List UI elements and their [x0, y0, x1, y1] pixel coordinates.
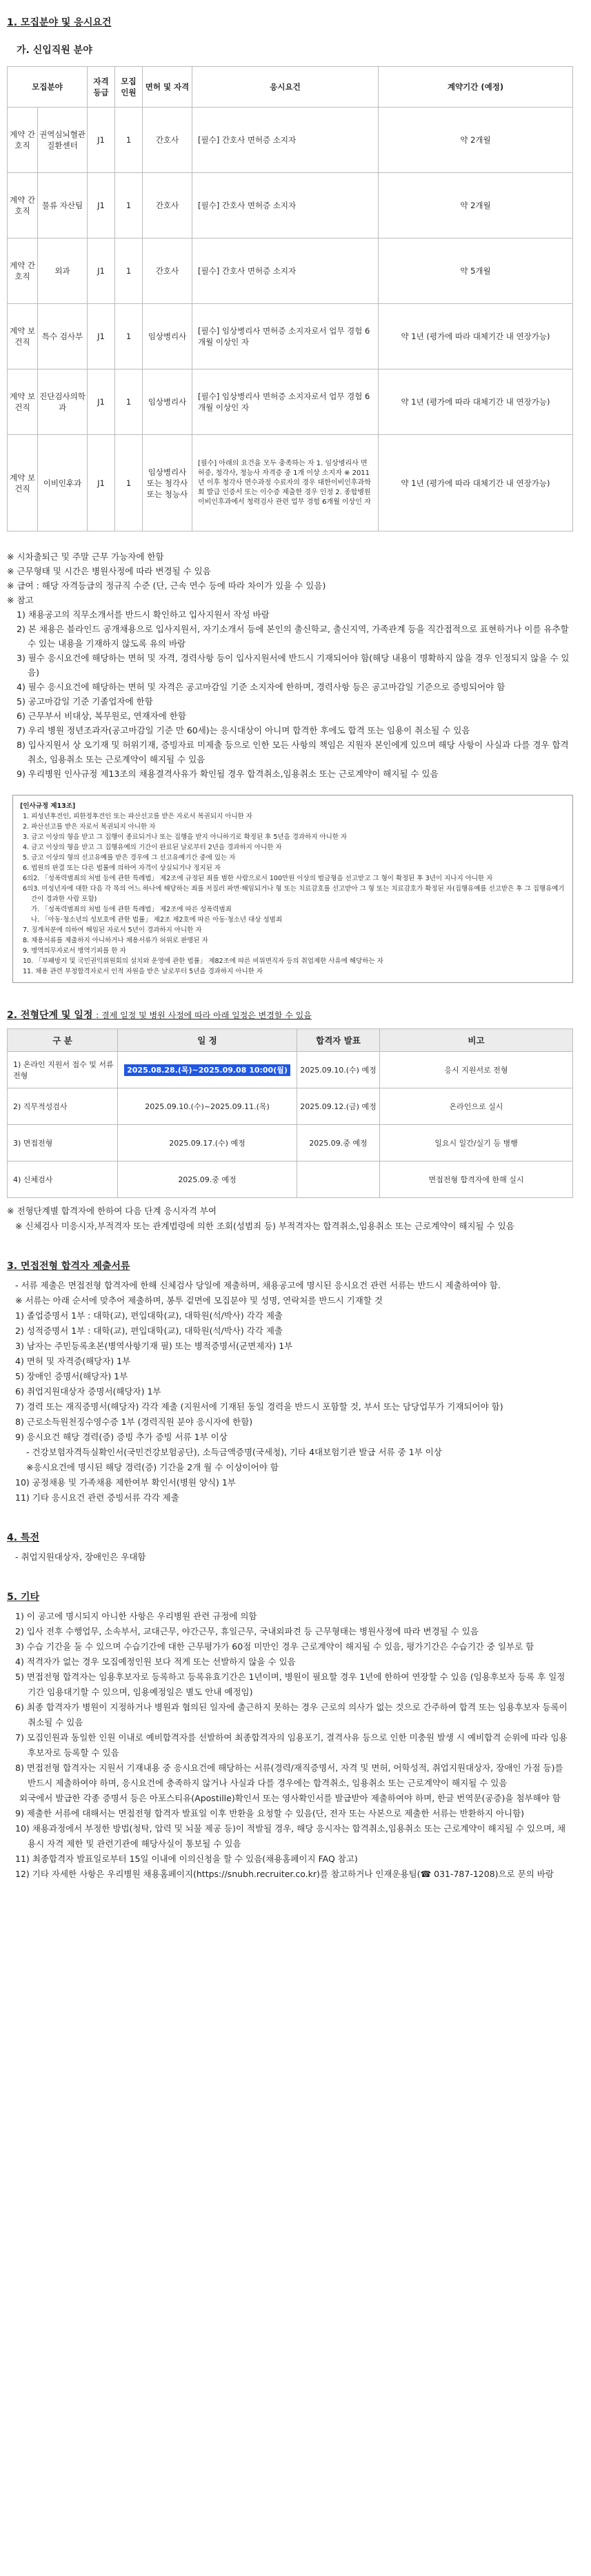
- table-row: [8, 369, 573, 435]
- sched-date-highlight: 2025.08.28.(목)~2025.09.08 10:00(월): [124, 1064, 290, 1076]
- sched-step: 3) 면접전형: [8, 1125, 118, 1162]
- row-requirement: [필수] 간호사 면허증 소지자: [192, 239, 379, 304]
- sched-announce: 2025.09.12.(금) 예정: [297, 1088, 380, 1125]
- row-grade: J1: [88, 108, 115, 173]
- schedule-header: [8, 1029, 573, 1052]
- section3-title: 3. 면접전형 합격자 제출서류: [7, 1261, 130, 1272]
- row-count: 1: [115, 369, 143, 435]
- note-line: ※ 시차출퇴근 및 주말 근무 가능자에 한함: [7, 551, 164, 562]
- sched-header-note: 비고: [380, 1029, 573, 1052]
- row-license: 간호사: [143, 173, 192, 239]
- row-license: 간호사: [143, 239, 192, 304]
- row-type: 계약 보건직: [8, 304, 38, 369]
- list-item: - 건강보험자격득실확인서(국민건강보험공단), 소득금액증명(국세청), 기타 4대보험기관 발급 서류 중 1부 이상: [26, 1447, 442, 1457]
- section2-notes: [7, 1204, 573, 1234]
- section2-title-suffix: : 결제 일정 및 병원 사정에 따라 아래 일정은 변경할 수 있음: [96, 1011, 312, 1020]
- row-period: 약 2개월: [379, 108, 573, 173]
- row-dept: 권역심뇌혈관 질환센터: [38, 108, 88, 173]
- row-license: 임상병리사: [143, 369, 192, 435]
- note-line: 3) 필수 응시요건에 해당하는 면허 및 자격, 경력사항 등이 입사지원서에 반드시 기재되어야 함(해당 내용이 명확하지 않을 경우 인정되지 않을 수 있음): [17, 653, 570, 678]
- row-grade: J1: [88, 239, 115, 304]
- sched-announce: 2025.09.중 예정: [297, 1125, 380, 1162]
- header-field: 모집분야: [8, 67, 88, 108]
- list-item: 7) 모집인원과 동일한 인원 이내로 예비합격자를 선발하여 최종합격자의 임용포기, 결격사유 등으로 인한 미충원 발생 시 예비합격 순위에 따라 임용후보자로 등록할 수 있음: [15, 1732, 568, 1758]
- row-dept: 진단검사의학과: [38, 369, 88, 435]
- list-item: 외국에서 발급한 각종 증명서 등은 아포스티유(Apostille)확인서 또는 영사확인서를 발급받아 제출하여야 하며, 한글 번역문(공증)을 첨부해야 함: [19, 1793, 561, 1803]
- row-count: 1: [115, 173, 143, 239]
- recruit-table-header: [8, 67, 573, 108]
- note-line: 8) 입사지원서 상 오기재 및 허위기재, 증빙자료 미제출 등으로 인한 모든 사항의 책임은 지원자 본인에게 있으며 해당 사항이 사실과 다를 경우 합격취소, 임용취소 또는 근로계약이 해지될 수 있음: [17, 740, 569, 764]
- row-type: 계약 간호직: [8, 239, 38, 304]
- list-item: 11) 기타 응시요건 관련 증빙서류 각각 제출: [15, 1492, 179, 1503]
- header-requirement: 응시요건: [192, 67, 379, 108]
- row-requirement: [필수] 간호사 면허증 소지자: [192, 108, 379, 173]
- row-requirement: [필수] 아래의 요건을 모두 충족하는 자 1. 임상병리사 면허증, 청각사, 청능사 자격증 중 1개 이상 소지자 ※ 2011년 이후 청각사 면수과정 수료자의 경우 대한이비인후과학회 발급 인증서 또는 이수증 제출한 경우 인정 2. 종합병원 이비인후과에서 청력검사 관련 업무 경험 6개월 이상인 자: [192, 435, 379, 531]
- section3-list: [7, 1278, 573, 1505]
- note-line: 9) 우리병원 인사규정 제13조의 채용결격사유가 확인될 경우 합격취소,임용취소 또는 근로계약이 해지될 수 있음: [17, 769, 439, 779]
- list-item: 3) 남자는 주민등록초본(병역사항기재 필) 또는 병적증명서(군면제자) 1부: [15, 1341, 293, 1351]
- sched-step: 1) 온라인 지원서 접수 및 서류전형: [8, 1052, 118, 1088]
- row-grade: J1: [88, 369, 115, 435]
- list-item: 11) 최종합격자 발표일로부터 15일 이내에 이의신청을 할 수 있음(채용홈페이지 FAQ 참고): [15, 1854, 358, 1864]
- sched-note: 응시 지원서로 전형: [380, 1052, 573, 1088]
- section4-list: [7, 1550, 573, 1565]
- section5-title: 5. 기타: [7, 1592, 39, 1603]
- row-count: 1: [115, 108, 143, 173]
- list-item: 2) 성적증명서 1부 : 대학(교), 편입대학(교), 대학원(석/박사) 각각 제출: [15, 1326, 283, 1336]
- row-grade: J1: [88, 173, 115, 239]
- list-item: 8) 근로소득원천징수영수증 1부 (경력직원 분야 응시자에 한함): [15, 1417, 253, 1427]
- list-item: 1) 졸업증명서 1부 : 대학(교), 편입대학(교), 대학원(석/박사) 각각 제출: [15, 1310, 283, 1321]
- header-period: 계약기간 (예정): [379, 67, 573, 108]
- section1-notes: [7, 549, 573, 781]
- box-line: 3. 금고 이상의 형을 받고 그 집행이 종료되거나 또는 집행을 받지 아니하기로 확정된 후 5년을 경과하지 아니한 자: [23, 833, 348, 841]
- list-item: 7) 경력 또는 재직증명서(해당자) 각각 제출 (지원서에 기재된 동일 경력을 반드시 포함할 것, 부서 또는 담당업무가 기재되어야 함): [15, 1401, 503, 1412]
- table-row: [8, 1125, 573, 1162]
- table-row: [8, 1052, 573, 1088]
- sched-header-announce: 합격자 발표: [297, 1029, 380, 1052]
- table-row: [8, 1088, 573, 1125]
- box-line: 9. 병역의무자로서 병역기피를 한 자: [23, 947, 126, 955]
- row-dept: 물류 자산팀: [38, 173, 88, 239]
- section2-title: 2. 전형단계 및 일정: [7, 1010, 93, 1021]
- box-line: 4. 금고 이상의 형을 받고 그 집행유예의 기간이 완료된 날로부터 2년을 경과하지 아니한 자: [23, 844, 282, 851]
- header-grade: 자격 등급: [88, 67, 115, 108]
- row-license: 임상병리사 또는 청각사 또는 청능사: [143, 435, 192, 531]
- table-row: [8, 1162, 573, 1198]
- row-grade: J1: [88, 304, 115, 369]
- section2: [7, 1008, 573, 1234]
- box-line: 6의2. 「성폭력범죄의 처벌 등에 관한 특례법」 제2조에 규정된 죄를 범한 사람으로서 100만원 이상의 벌금형을 선고받고 그 형이 확정된 후 3년이 지나지 아니한 자: [23, 875, 493, 882]
- table-row: [8, 173, 573, 239]
- personnel-regulation-box: [12, 795, 573, 983]
- box-line: 8. 채용서류를 제출하지 아니하거나 채용서류가 허위로 판명된 자: [23, 937, 208, 944]
- box-line: 나. 「아동·청소년의 성보호에 관한 법률」 제2조 제2호에 따른 아동·청소년 대상 성범죄: [31, 916, 283, 924]
- list-item: 1) 이 공고에 명시되지 아니한 사항은 우리병원 관련 규정에 의함: [15, 1611, 257, 1621]
- note-line: 4) 필수 응시요건에 해당하는 면허 및 자격은 공고마감일 기준 소지자에 한하며, 경력사항 등은 공고마감일 기준으로 증빙되어야 함: [17, 682, 505, 692]
- sched-date: 2025.09.17.(수) 예정: [118, 1125, 297, 1162]
- row-requirement: [필수] 간호사 면허증 소지자: [192, 173, 379, 239]
- box-line: 5. 금고 이상의 형의 선고유예를 받은 경우에 그 선고유예기간 중에 있는 자: [23, 854, 236, 862]
- box-line: 11. 채용 관련 부정합격자로서 인적 자원을 받은 날로부터 5년을 경과하지 아니한 자: [23, 968, 263, 975]
- sched-date-cell: [118, 1052, 297, 1088]
- box-line: 7. 징계처분에 의하여 해임된 자로서 5년이 경과하지 아니한 자: [23, 926, 202, 934]
- row-count: 1: [115, 239, 143, 304]
- box-line: 10. 「부패방지 및 국민권익위원회의 설치와 운영에 관한 법률」 제82조에 따른 비위면직자 등의 취업제한 사유에 해당하는 자: [23, 957, 383, 965]
- box-line: 가. 「성폭력범죄의 처벌 등에 관한 특례법」 제2조에 따른 성폭력범죄: [31, 906, 232, 913]
- box-line: 6. 법원의 판결 또는 다른 법률에 의하여 자격이 상실되거나 정지된 자: [23, 864, 221, 872]
- section3: [7, 1259, 573, 1505]
- row-period: 약 1년 (평가에 따라 대체기간 내 연장가능): [379, 369, 573, 435]
- row-period: 약 1년 (평가에 따라 대체기간 내 연장가능): [379, 304, 573, 369]
- row-count: 1: [115, 304, 143, 369]
- list-item: 5) 면접전형 합격자는 임용후보자로 등록하고 등록유효기간은 1년이며, 병원이 필요할 경우 1년에 한하여 연장할 수 있음 (임용후보자 등록 후 일정기간 임용대기할 수 있으며, 임용예정일은 별도 안내 예정임): [15, 1672, 565, 1697]
- list-item: 6) 최종 합격자가 병원이 지정하거나 병원과 협의된 일자에 출근하지 못하는 경우 근로의 의사가 없는 것으로 간주하여 합격 또는 임용후보자 등록이 취소될 수 있음: [15, 1702, 568, 1727]
- list-item: ※ 서류는 아래 순서에 맞추어 제출하며, 봉투 겉면에 모집분야 및 성명, 연락처를 반드시 기재할 것: [15, 1295, 383, 1306]
- row-type: 계약 보건직: [8, 369, 38, 435]
- list-item: 10) 공정채용 및 가족채용 제한여부 확인서(병원 양식) 1부: [15, 1477, 236, 1488]
- box-title: [인사규정 제13조]: [20, 802, 76, 810]
- section1-title: 1. 모집분야 및 응시요건: [7, 17, 112, 28]
- note-line: 2) 본 채용은 블라인드 공개채용으로 입사지원서, 자기소개서 등에 본인의 출신학교, 출신지역, 가족관계 등을 직간접적으로 표현하거나 이를 유추할 수 있는 내용을 기재하지 않도록 유의 바람: [17, 624, 569, 649]
- section4: [7, 1530, 573, 1565]
- list-item: 9) 응시요건 해당 경력(증) 증빙 추가 증빙 서류 1부 이상: [15, 1432, 228, 1442]
- list-item: 10) 채용과정에서 부정한 방법(청탁, 압력 및 뇌물 제공 등)이 적발될 경우, 해당 응시자는 합격취소,임용취소 또는 근로계약이 해지될 수 있으며, 채용시 자격 제한 및 관련기관에 해당사실이 통보될 수 있음: [15, 1823, 566, 1849]
- table-row: [8, 239, 573, 304]
- note-line: 5) 공고마감일 기준 기졸업자에 한함: [17, 696, 153, 707]
- sched-note: 일요시 일간/실기 등 병행: [380, 1125, 573, 1162]
- list-item: 5) 장애인 증명서(해당자) 1부: [15, 1371, 128, 1381]
- row-period: 약 5개월: [379, 239, 573, 304]
- row-count: 1: [115, 435, 143, 531]
- row-grade: J1: [88, 435, 115, 531]
- sched-announce: 2025.09.10.(수) 예정: [297, 1052, 380, 1088]
- note-line: 7) 우리 병원 정년조과자(공고마감일 기준 만 60세)는 응시대상이 아니며 합격한 후에도 합격 또는 임용이 취소될 수 있음: [17, 725, 470, 736]
- box-line: 6의3. 미성년자에 대한 다음 각 목의 어느 하나에 해당하는 죄를 저질러 파면·해임되거나 형 또는 치료감호를 선고받아 그 형 또는 치료감호가 확정된 자(집행유예를 선고받은 후 그 집행유예기간이 경과한 사람 포함): [23, 885, 565, 903]
- table-row: [8, 435, 573, 531]
- table-row: [8, 304, 573, 369]
- list-item: - 서류 제출은 면접전형 합격자에 한해 신체검사 당일에 제출하며, 채용공고에 명시된 응시요건 관련 서류는 반드시 제출하여야 함.: [15, 1280, 501, 1290]
- list-item: 6) 취업지원대상자 증명서(해당자) 1부: [15, 1386, 161, 1397]
- note-line: 6) 근무부서 비대상, 복무원로, 연재자에 한함: [17, 711, 186, 721]
- list-item: 9) 제출한 서류에 대해서는 면접전형 합격자 발표일 이후 반환을 요청할 수 있음(단, 전자 또는 사본으로 제출한 서류는 반환하지 아니함): [15, 1808, 525, 1818]
- list-item: 8) 면접전형 합격자는 지원서 기재내용 중 응시요건에 해당하는 서류(경력/재직증명서, 자격 및 면허, 어학성적, 취업지원대상자, 장애인 가점 등)를 반드시 제출하여야 하며, 응시요건에 충족하지 않거나 사실과 다를 경우에는 합격취소, 임용취소 또는 근로계약이 해지될 수 있음: [15, 1763, 563, 1788]
- note-line: ※ 신체검사 미응시자,부적격자 또는 관계법령에 의한 조회(성범죄 등) 부적격자는 합격취소,임용취소 또는 근로계약이 해지될 수 있음: [15, 1221, 514, 1231]
- table-row: [8, 108, 573, 173]
- row-license: 임상병리사: [143, 304, 192, 369]
- sched-note: 온라인으로 실시: [380, 1088, 573, 1125]
- list-item: 4) 적격자가 없는 경우 모집예정인원 보다 적게 또는 선발하지 않을 수 있음: [15, 1656, 296, 1667]
- row-type: 계약 간호직: [8, 173, 38, 239]
- row-dept: 특수 검사부: [38, 304, 88, 369]
- sched-announce: [297, 1162, 380, 1198]
- box-line: 1. 피성년후견인, 피한정후견인 또는 파산선고를 받은 자로서 복권되지 아니한 자: [23, 813, 252, 820]
- row-type: 계약 보건직: [8, 435, 38, 531]
- sched-date: 2025.09.중 예정: [118, 1162, 297, 1198]
- section1-subtitle: 가. 신입직원 분야: [17, 45, 92, 56]
- note-line: ※ 참고: [7, 595, 34, 605]
- box-line: 2. 파산선고를 받은 자로서 복권되지 아니한 자: [23, 823, 156, 831]
- sched-step: 4) 신체검사: [8, 1162, 118, 1198]
- row-period: 약 2개월: [379, 173, 573, 239]
- recruit-table: [7, 66, 573, 531]
- row-dept: 이비인후과: [38, 435, 88, 531]
- section2-heading: [7, 1008, 573, 1022]
- row-requirement: [필수] 임상병리사 면허증 소지자로서 업무 경험 6개월 이상인 자: [192, 304, 379, 369]
- row-type: 계약 간호직: [8, 108, 38, 173]
- row-requirement: [필수] 임상병리사 면허증 소지자로서 업무 경험 6개월 이상인 자: [192, 369, 379, 435]
- sched-header-date: 일 정: [118, 1029, 297, 1052]
- sched-header-step: 구 분: [8, 1029, 118, 1052]
- note-line: ※ 전형단계별 합격자에 한하여 다음 단계 응시자격 부여: [7, 1206, 217, 1216]
- section5-list: [7, 1609, 573, 1882]
- list-item: 4) 면허 및 자격증(해당자) 1부: [15, 1356, 131, 1366]
- note-line: ※ 급여 : 해당 자격등급의 정규직 수준 (단, 근속 연수 등에 따라 차이가 있을 수 있음): [7, 580, 326, 591]
- row-dept: 외과: [38, 239, 88, 304]
- list-item: 2) 입사 전후 수행업무, 소속부서, 교대근무, 야간근무, 휴일근무, 국내외파견 등 근무형태는 병원사정에 따라 변경될 수 있음: [15, 1626, 479, 1636]
- section5: [7, 1590, 573, 1882]
- schedule-table: [7, 1028, 573, 1198]
- sched-note: 면접전형 합격자에 한해 실시: [380, 1162, 573, 1198]
- list-item: 3) 수습 기간을 둘 수 있으며 수습기간에 대한 근무평가가 60점 미만인 경우 근로계약이 해지될 수 있음, 평가기간은 수습기간 중 일부로 함: [15, 1641, 534, 1652]
- list-item: - 취업지원대상자, 장애인은 우대함: [15, 1552, 146, 1562]
- row-period: 약 1년 (평가에 따라 대체기간 내 연장가능): [379, 435, 573, 531]
- note-line: ※ 근무형태 및 시간은 병원사정에 따라 변경될 수 있음: [7, 566, 211, 576]
- row-license: 간호사: [143, 108, 192, 173]
- list-item: 12) 기타 자세한 사항은 우리병원 채용홈페이지(https://snubh.recruiter.co.kr)를 참고하거나 인재운용팀(☎ 031-787-1208)으로 문의 바람: [15, 1869, 554, 1879]
- header-license: 면허 및 자격: [143, 67, 192, 108]
- list-item: ※응시요건에 명시된 해당 경력(증) 기간을 2개 월 수 이상이어야 함: [26, 1462, 279, 1472]
- sched-step: 2) 직무적성검사: [8, 1088, 118, 1125]
- section4-title: 4. 특전: [7, 1532, 39, 1543]
- header-count: 모집 인원: [115, 67, 143, 108]
- note-line: 1) 채용공고의 직무소개서를 반드시 확인하고 입사지원서 작성 바람: [17, 609, 270, 620]
- sched-date: 2025.09.10.(수)~2025.09.11.(목): [118, 1088, 297, 1125]
